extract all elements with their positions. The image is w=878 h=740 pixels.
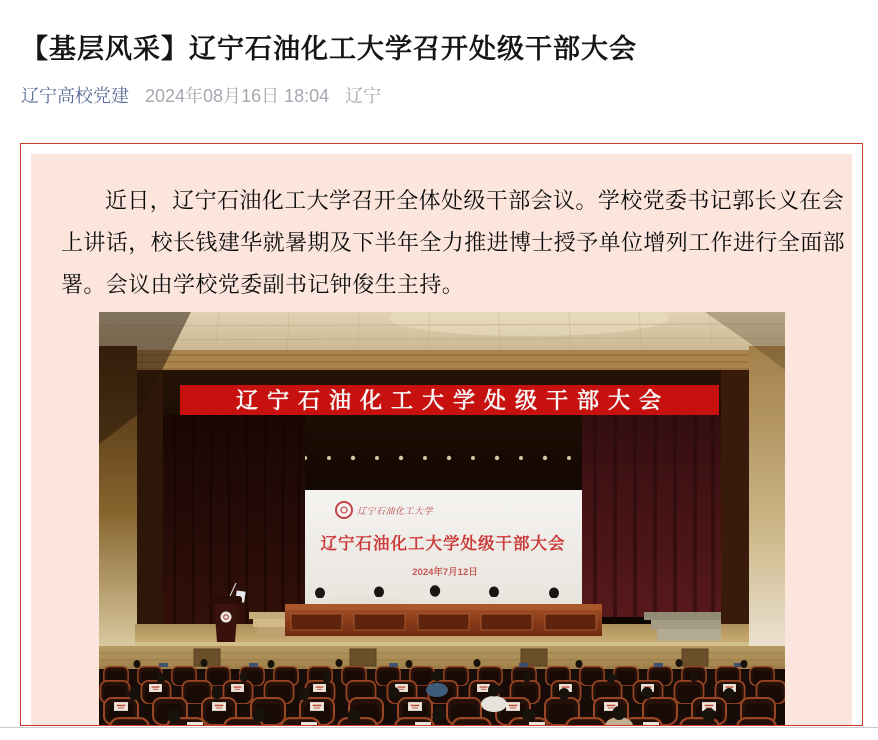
photo-vignette <box>99 312 785 726</box>
conference-hall-photo <box>99 312 785 726</box>
publish-location: 辽宁 <box>345 86 382 106</box>
led-banner-text: 辽宁石油化工大学处级干部大会 <box>235 388 671 413</box>
article-card <box>20 143 863 726</box>
screen-date: 2024年7月12日 <box>412 567 478 578</box>
page-title: 【基层风采】辽宁石油化工大学召开处级干部大会 <box>21 34 637 64</box>
byline <box>21 82 381 108</box>
screen-title: 辽宁石油化工大学处级干部大会 <box>320 535 566 553</box>
paragraph-line-2: 上讲话，校长钱建华就暑期及下半年全力推进博士授予单位增列工作进行全面部 <box>61 230 846 255</box>
page-bottom-divider <box>0 727 878 728</box>
paragraph-line-3: 署。会议由学校党委副书记钟俊生主持。 <box>61 272 465 297</box>
article-photo[interactable] <box>99 312 785 726</box>
publish-datetime: 2024年08月16日 18:04 <box>145 86 330 106</box>
screen-logo-text: 辽宁石油化工大学 <box>357 506 434 516</box>
account-link[interactable]: 辽宁高校党建 <box>21 86 129 106</box>
article-body <box>31 154 852 726</box>
paragraph-line-1: 近日，辽宁石油化工大学召开全体处级干部会议。学校党委书记郭长义在会 <box>105 188 845 213</box>
